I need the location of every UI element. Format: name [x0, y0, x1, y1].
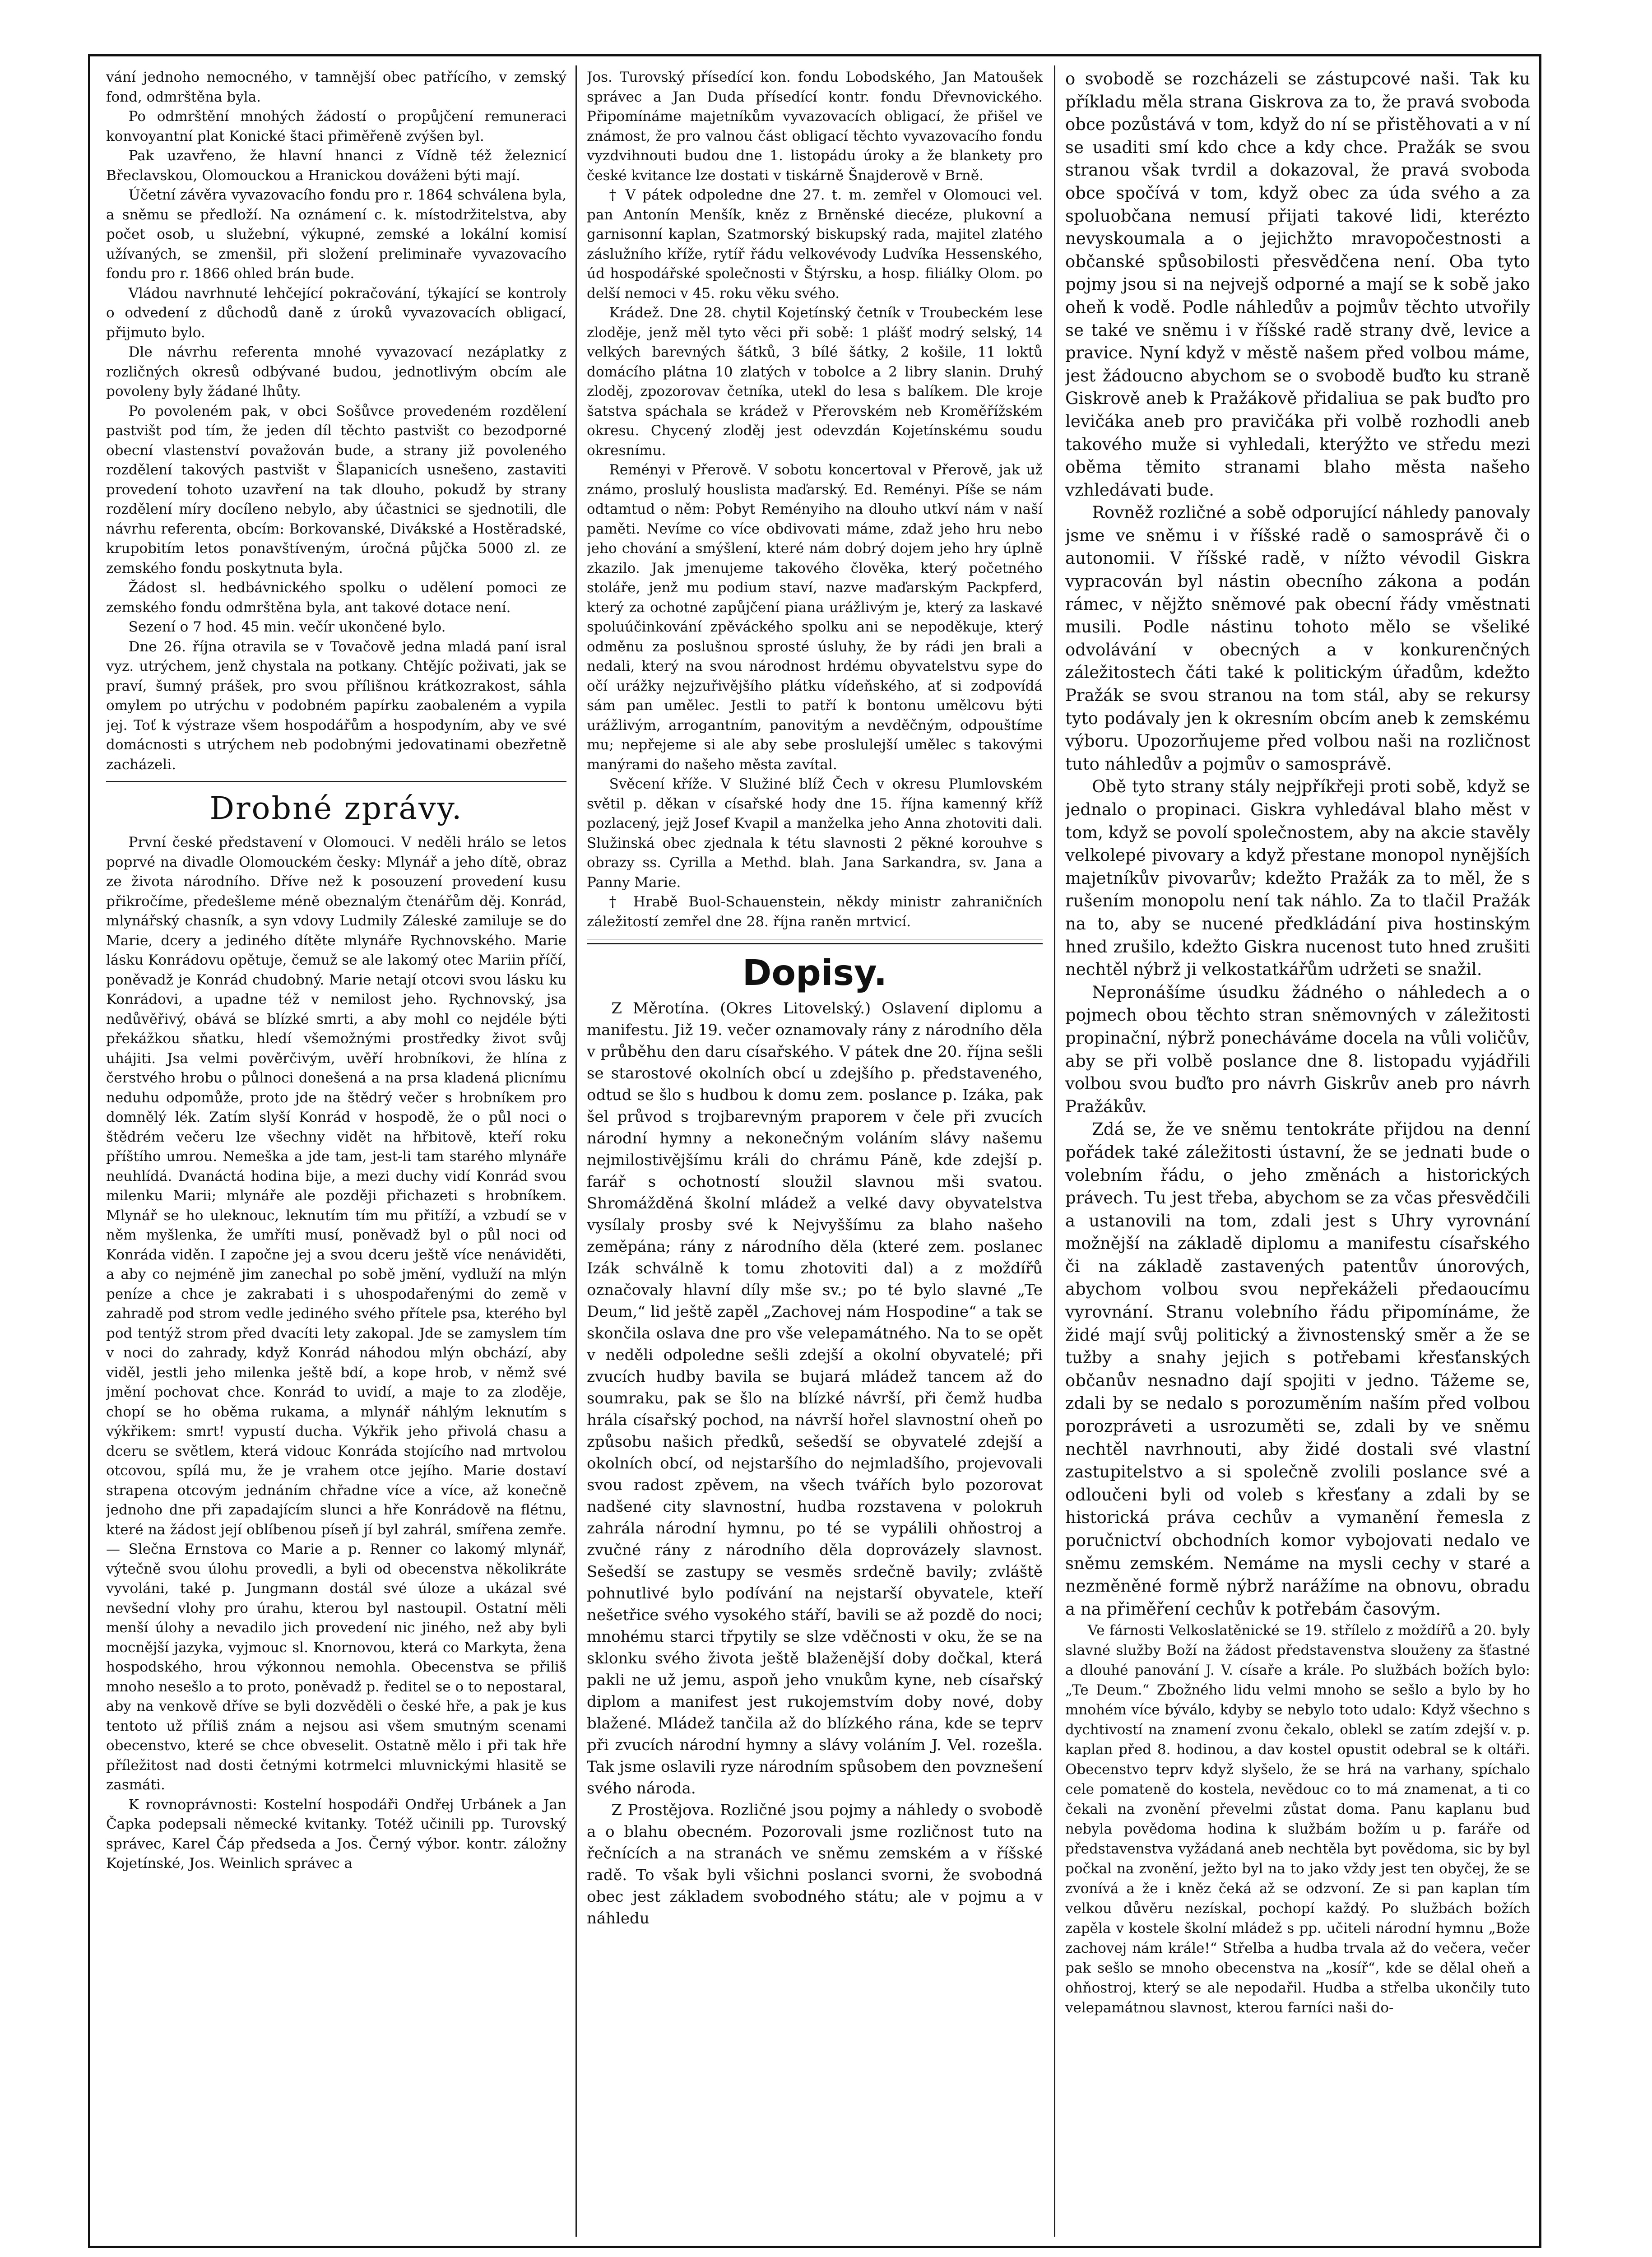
letter: Z Měrotína. (Okres Litovelský.) Oslavení diplomu a manifestu. Již 19. večer oznamovaly rány z národního děla v průběhu den daru císařského. V pátek dne 20. října sešli se starostové okolních obcí u zdejšího p. představeného, odtud se šlo s hudbou k domu zem. poslance p. Izáka, pak šel průvod s trojbarevným praporem v čele při zvucích národní hymny a nekonečným voláním slávy našemu nejmilostivějšímu králi do chrámu Páně, kde zdejší p. farář s ochotností sloužil slavnou mši svatou. Shromážděná školní mládež a velké davy obyvatelstva vysílaly prosby své k Nejvyššímu za blaho našeho zeměpána; rány z národního děla (které zem. poslanec Izák schválně k tomu zhotoviti dal) a z moždířů označovaly hlavní díly mše sv.; po té bylo slavné „Te Deum,“ lid ještě zapěl „Zachovej nám Hospodine“ a tak se skončila oslava dne pro vše velepamátného. Na to se opět v neděli odpoledne sešli zdejší a okolní obyvatelé; při zvucích hudby bavila se bujará mládež tancem až do soumraku, pak se šlo na blízké návrší, při čemž hudba hrála císařský pochod, na návrší hořel slavnostní oheň po způsobu našich předků, sešedší se obyvatelé zdejší a okolních obcí, od nejstaršího do nejmladšího, projevovali svou radost zpěvem, na všech tvářích bylo pozorovat nadšené city slavnostní, hudba rozstavena v polokruh zahrála národní hymnu, po té se vypálili ohňostroj a zvučné rány z národního děla doprovázely slavnost. Sešedší se zastupy se vesměs srdečně bavily; zvláště pohnutlivé bylo podívání na nejstarší obyvatele, kteří nešetřice svého vysokého stáří, bavili se až pozdě do noci; mnohému starci třpytily se slze vděčnosti v oku, že se na sklonku svého života ještě blaženější doby dočkal, která pakli ne už jemu, aspoň jeho vnukům kyne, neb císařský diplom a manifest jest rukojemstvím doby nové, doby blažené. Mládež tančila až do blízkého rána, kde se teprv při zvucích národní hymny a slávy voláním J. Vel. rozešla. Tak jsme oslavili ryze národním spůsobem den povznešení svého národa.: [587, 999, 1043, 1797]
newspaper-page: [88, 54, 1541, 2248]
news-item: Ve fárnosti Velkoslatěnické se 19. střílelo z moždířů a 20. byly slavné služby Boží na žádost představenstva slouženy za šťastné a dlouhé panování J. V. císaře a krále. Po službách božích bylo: „Te Deum.“ Zbožného lidu velmi mnoho se sešlo a bylo by ho mnohém více býválo, kdyby se nebylo toto udalo: Když všechno s dychtivostí na znamení zvonu čekalo, oblekl se zatím zdejší v. p. kaplan před 8. hodinou, a dav kostel opustit odebral se k oltáři. Obecenstvo teprv když slyšelo, že se hrá na varhany, spíchalo cele pomateně do kostela, nevědouc co to má znamenat, a ti co čekali na zvonění převelmi zůstat doma. Panu kaplanu buď nebyla povědoma hodina k službám božím u p. faráře od představenstva vyžádaná aneb nechtěla byt povědoma, sic by byl počkal na zvonění, ježto byl na to jako vždy jest ten obyčej, že se zvonívá a že i kněz čeká až se odzvoní. Ze si pan kaplan tím velkou důvěru nezískal, pochopí každý. Po službách božích zapěla v kostele školní mládež s pp. učiteli národní hymnu „Bože zachovej nám krále!“ Střelba a hudba trvala až do večera, večer pak sešlo se mnoho obecenstva na „kosíř“, kde se dělal oheň a ohňostroj, který se ale nepodařil. Hudba a střelba ukončily tuto velepamátnou slavnost, kterou farníci naši do-: [1065, 1622, 1530, 2016]
column-divider: [1054, 65, 1055, 2237]
letter: Z Prostějova. Rozličné jsou pojmy a náhledy o svobodě a o blahu obecném. Pozorovali jsme rozličnost tuto na řečnících a na stranách ve sněmu zemském a v říšské radě. To však byli všichni poslanci svorni, že svobodná obec jest základem svobodného státu; ale v pojmu a v náhledu: [587, 1801, 1043, 1927]
news-item: † V pátek odpoledne dne 27. t. m. zemřel v Olomouci vel. pan Antonín Menšík, kněz z Brněnské diecéze, plukovní a garnisonní kaplan, Szatmorský biskupský rada, majitel zlatého záslužního kříže, rytíř řádu velkovévody Ludvíka Hessenského, úd hospodářské společnosti v Štýrsku, a hosp. filiálky Olom. po delší nemoci v 45. roku věku svého.: [587, 187, 1043, 302]
section-title-dopisy: Dopisy.: [742, 953, 887, 994]
news-item: První české představení v Olomouci. V neděli hrálo se letos poprvé na divadle Olomouckém česky: Mlynář a jeho dítě, obraz ze života národního. Dříve než k posouzení provedení kusu přikročíme, předešleme méně obeznalým čtenářům děj. Konrád, mlynářský chasník, a syn vdovy Ludmily Záleské zamiluje se do Marie, dcery a jediného dítěte mlynáře Rychnovského. Marie lásku Konrádovu opětuje, čemuž se ale lakomý otec Mariin příčí, poněvadž je Konrád chudobný. Marie netají otcovi svou lásku ku Konrádovi, a upadne též v nemilost jeho. Rychnovský, jsa nedůvěřivý, obává se blízké smrti, a aby mohl co nejdéle býti překážkou sňatku, hledí všemožnými prostředky život svůj uhájiti. Jsa velmi pověrčivým, uvěří hrobníkovi, že hlína z čerstvého hrobu o půlnoci donešená a na prsa kladená plicnímu neduhu odpomůže, proto jde na štědrý večer s hrobníkem pro domnělý lék. Zatím slyší Konrád v hospodě, že o půl noci o štědrém večeru lze všechny vidět na hřbitově, kteří roku příštího umrou. Nemeška a jde tam, jest-li tam starého mlynáře neuhlídá. Dvanáctá hodina bije, a mezi duchy vidí Konrád svou milenku Marii; mlynáře ale později přichazeti s hrobníkem. Mlynář se ho uleknouc, leknutím tím mu přitíží, a vzbudí se v něm myšlenka, že umříti musí, poněvadž byl o půl noci od Konráda viděn. I započne jej a svou dceru ještě více nenáviděti, a aby co nejméně jim zanechal po sobě jmění, vydluží na mlýn peníze a chce je zakrabati i s uhospodařenými do země v zahradě pod strom vedle jediného svého přítele psa, kterého byl pod tentýž strom před dvacíti lety zakopal. Jde se zamyslem tím v noci do zahrady, když Konrád náhodou mlýn obchází, aby viděl, jestli jeho milenka ještě bdí, a kope hrob, v němž své jmění pochovat chce. Konrád to uvidí, a maje to za zloděje, chopí se ho oběma rukama, a mlynář náhlým leknutím s výkřikem: smrt! vypustí ducha. Výkřik jeho přivolá chasu a dceru se světlem, která vidouc Konráda stojícího nad mrtvolou otcovou, spílá mu, že je vrahem otce jejího. Marie dostaví strapena otcovým jednáním chřadne více a více, až konečně jednoho dne při zapadajícím slunci a hře Konrádově na flétnu, které na žádost její oblíbenou píseň jí byl zahrál, smířena zemře. — Slečna Ernstova co Marie a p. Renner co lakomý mlynář, výtečně svou úlohu provedli, a byli od obecenstva několikráte vyvoláni, také p. Jungmann dostál své úloze a ukázal své nevšední vlohy pro úrahu, kterou byl nastoupil. Ostatní měli menší úlohy a nevadilo jich provedení nic jiného, než aby byli mocnější jazyka, vyjmouc sl. Knornovou, která co Markyta, žena hospodského, hrou výkonnou nemohla. Obecenstva se přiliš mnoho nesešlo a to proto, poněvadž p. ředitel se o to nepostaral, aby na venkově dříve se byli dozvěděli o české hře, a pak je kus tentoto už příliš znám a nejsou asi všem smutným scenami obecenstvo, které se chce obveselit. Ostatně mělo i při tak hře příležitost nad dosti četnými kotrmelci mluvnickými hlasitě se zasmáti.: [106, 834, 566, 1793]
news-item: Reményi v Přerově. V sobotu koncertoval v Přerově, jak už známo, proslulý houslista maďarský. Ed. Reményi. Píše se nám odtamtud o něm: Pobyt Reményiho na dlouho utkví nám v naší paměti. Nevíme co více obdivovati máme, zdaž jeho hru nebo jeho chování a smýšlení, které nám dobrý dojem jeho hry úplně zkazilo. Jak jmenujeme takového člověka, který početného stoláře, jenž mu podium staví, nazve maďarským Packpferd, který za ochotné zapůjčení piana urážlivým je, který za laskavé spoluúčinkování zpěváckého spolku ani se nepoděkuje, který odměnu za poslušnou sprosté úsluhy, že by rádi jen brali a nedali, který na svou národnost hrdému obyvatelstvu sype do očí urážky nejzuřivějšího plátku vídeňského, ať si zodpovídá sám pan umělec. Jestli to patří k bontonu umělcovu býti urážlivým, arrogantním, panovitým a nevděčným, odpouštíme mu; nepřejeme si ale aby sebe proslulejší umělec s takovými manýrami do našeho města zavítal.: [587, 462, 1043, 773]
section-rule: [106, 781, 566, 782]
paragraph: Dne 26. října otravila se v Tovačově jedna mladá paní isral vyz. utrýchem, jenž chystala na potkany. Chtějíc poživati, jak se praví, šumný prášek, pro svou přílišnou krátkozrakost, sáhla omylem po utrýchu v podobném papírku zaobaleném a vypila jej. Toť k výstraze všem hospodářům a hospodyním, aby ve své domácnosti s utrýchem neb podobnými jedovatinami obezřetně zacházeli.: [106, 638, 566, 773]
paragraph: Po odmrštění mnohých žádostí o propůjčení remuneraci konvoyantní plat Konické štaci přiměřeně zvýšen byl.: [106, 108, 566, 144]
paragraph: Zdá se, že ve sněmu tentokráte přijdou na denní pořádek také záležitosti ústavní, že se jednati bude o volebním řádu, o jeho změnách a historických právech. Tu jest třeba, abychom se za včas přesvědčili a ustanovili na tom, zdali jest s Uhry vyrovnání možnější na základě diplomu a manifestu císařského či na základě zastavených patentův únorových, abychom volbou svou nepřekáželi předaoucímu vyrovnání. Stranu volebního řádu připomínáme, že židé mají svůj politický a živnostenský směr a že se tužby a snahy jejich s potřebami křesťanských občanův nesnadno dají spojiti v jedno. Tážeme se, zdali by se nedalo s porozuměním naším před volbou porozpráveti a usrozuměti se, zdali by ve sněmu nechtěl navrhnouti, aby židé dostali své vlastní zastupitelstvo a si společně zvolili poslance své a odloučeni byli od voleb s křesťany a zdali by se historická práva cechův a vymanění řemesla z poručnictví obchodních komor vybojovati nedalo ve sněmu zemském. Nemáme na mysli cechy v staré a nezměněné formě nýbrž narážíme na obnovu, obradu a na přiměření cechův k potřebám časovým.: [1065, 1119, 1530, 1619]
paragraph: Nepronášíme úsudku žádného o náhledech a o pojmech obou těchto stran sněmovných v záležitosti propinační, nýbrž ponecháváme docela na vůli voličův, aby se při volbě poslance dne 8. listopadu vyjádřili volbou svou buďto pro návrh Giskrův aneb pro návrh Pražákův.: [1065, 982, 1530, 1116]
paragraph: vání jednoho nemocného, v tamnější obec patřícího, v zemský fond, odmrštěna byla.: [106, 69, 566, 105]
news-item: † Hrabě Buol-Schauenstein, někdy ministr zahraničních záležitostí zemřel dne 28. října raněn mrtvicí.: [587, 894, 1043, 930]
paragraph: Vládou navrhnuté lehčející pokračování, týkající se kontroly o odvedení z důchodů daně z úroků vyvazovacích obligací, přijmuto bylo.: [106, 285, 566, 341]
paragraph: Dle návrhu referenta mnohé vyvazovací nezáplatky z rozličných okresů odbývané budou, jednotlivým obcím ale povoleny byly žádané lhůty.: [106, 344, 566, 399]
news-item: Jos. Turovský přísedící kon. fondu Lobodského, Jan Matoušek správec a Jan Duda přísedící kontr. fondu Dřevnovického. Připomínáme majetníkům vyvazovacích obligací, že přišel ve známost, že pro valnou část obligací těchto vyvazovacího fondu vyzdvihnouti budou dne 1. listopádu úroky a že blankety pro české kvitance lze dostati v tiskárně Šnajderově v Brně.: [587, 69, 1043, 184]
paragraph: Pak uzavřeno, že hlavní hnanci z Vídně též železnicí Břeclavskou, Olomouckou a Hranickou dováženi býti mají.: [106, 148, 566, 184]
paragraph: Po povoleném pak, v obci Sošůvce provedeném rozdělení pastvišt pod tím, že jeden díl těchto pastvišt co bezodporné obecní vlastenství považován bude, a strany již povoleného rozdělení takových pastvišt v Šlapanicích usnešeno, zastaviti provedení tohoto uzavření na tak dlouho, pokudž by strany rozdělení míry docíleno nebylo, aby účastnici se sjednotili, dle návrhu referenta, obcím: Borkovanské, Divákské a Hostěradské, krupobitím letos ponavštíveným, úročná půjčka 5000 zl. ze zemského fondu poskytnuta byla.: [106, 403, 566, 576]
section-rule: [587, 939, 1043, 944]
news-item: K rovnoprávnosti: Kostelní hospodáři Ondřej Urbánek a Jan Čapka podepsali německé kvitanky. Totéž učinili pp. Turovský správec, Karel Čáp předseda a Jos. Černý výbor. kontr. záložny Kojetínské, Jos. Weinlich správec a: [106, 1796, 566, 1872]
paragraph: Žádost sl. hedbávnického spolku o udělení pomoci ze zemského fondu odmrštěna byla, ant takové dotace není.: [106, 580, 566, 616]
paragraph: Účetní závěra vyvazovacího fondu pro r. 1864 schválena byla, a sněmu se předloží. Na oznámení c. k. místodržitelstva, aby počet osob, u služební, výkupné, zemské a lokální komisí užívaných, se zmenšil, při složení preliminaře vyvazovacího fondu pro r. 1866 ohled brán bude.: [106, 187, 566, 282]
paragraph: Sezení o 7 hod. 45 min. večír ukončené bylo.: [128, 619, 446, 635]
column-3: [1065, 68, 1530, 2232]
column-divider: [575, 65, 577, 2237]
column-2: [587, 68, 1043, 2232]
paragraph: o svobodě se rozcházeli se zástupcové naši. Tak ku příkladu měla strana Giskrova za to, že pravá svoboda obce pozůstává v tom, když do ní se přistěhovati a v ní se usaditi smí kdo chce a kdy chce. Pražák se svou stranou však tvrdil a dokazoval, že pravá svoboda obce spočívá v tom, když obec za úda svého a za spoluobčana nemusí přijati takové lidi, kterézto nevyskoumala a o jejichžto mravopočestnosti a občanské spůsobilosti přesvědčena není. Oba tyto pojmy jsou si na nejvejš odporné a mají se k sobě jako oheň k vodě. Podle náhledův a pojmův těchto utvořily se také ve sněmu i v říšské radě strany dvě, levice a pravice. Nyní když v městě našem před volbou máme, jest žádoucno abychom se o svobodě buďto ku straně Giskrově aneb k Pražákově přidaliua se pak buďto pro levičáka aneb pro pravičáka při volbě rozhodli aneb takového muže si vyhledali, kterýžto ve středu mezi oběma těmito stranami blaho města našeho vzhledávati bude.: [1065, 69, 1530, 500]
paragraph: Obě tyto strany stály nejpříkřeji proti sobě, když se jednalo o propinaci. Giskra vyhledával blaho měst v tom, když se povolí společnostem, aby na akcie stavěly velkolepé pivovary a když přestane monopol nynějších majetníkův pivovarův; kdežto Pražák za to měl, že s rušením monopolu není tak náhlo. Za to tlačil Pražák na to, aby se nucené předkládání piva hostinským hned zrušilo, kdežto Giskra nucenost tuto hned zrušiti nechtěl nýbrž ji velkostatkářům udržeti se snažil.: [1065, 777, 1530, 980]
news-item: Krádež. Dne 28. chytil Kojetínský četník v Troubeckém lese zloděje, jenž měl tyto věci při sobě: 1 plášť modrý selský, 14 velkých barevných šátků, 3 bílé šátky, 2 košile, 11 loktů domácího plátna 10 zlatých v tobolce a 2 libry slanin. Druhý zloděj, zpozorovav četníka, utekl do lesa s balíkem. Dle kroje šatstva spáchala se krádež v Přerovském neb Kroměřížském okresu. Chycený zloděj jest odevzdán Kojetínskému soudu okresnímu.: [587, 305, 1043, 459]
paragraph: Rovněž rozličné a sobě odporující náhledy panovaly jsme ve sněmu i v říšské radě o samosprávě či o autonomii. V říšské radě, v nížto vévodil Giskra vypracován byl nástin obecního zákona a podán rámec, v nějžto sněmové pak obecní řády vměstnati musili. Podle nástinu tohoto mělo se všeliké odvolávání v obecných a v konkurenčných záležitostech čáti také k politickým úřadům, kdežto Pražák se svou stranou na tom stál, aby se rekursy tyto podávaly jen k okresním obcím aneb k zemskému výboru. Upozorňujeme před volbou naši na rozličnost tuto náhledův a pojmův o samosprávě.: [1065, 503, 1530, 774]
section-title-drobne-zpravy: Drobné zprávy.: [209, 791, 463, 827]
column-1: [106, 68, 566, 2232]
news-item: Svěcení kříže. V Služiné blíž Čech v okresu Plumlovském světil p. děkan v císařské hody dne 15. října kamenný kříž pozlacený, jejž Josef Kvapil a manželka jeho Anna zhotoviti dali. Služinská obec zjednala k tétu slavnosti 2 pěkné korouhve s obrazy ss. Cyrilla a Methd. blah. Jana Sarkandra, sv. Jana a Panny Marie.: [587, 776, 1043, 891]
